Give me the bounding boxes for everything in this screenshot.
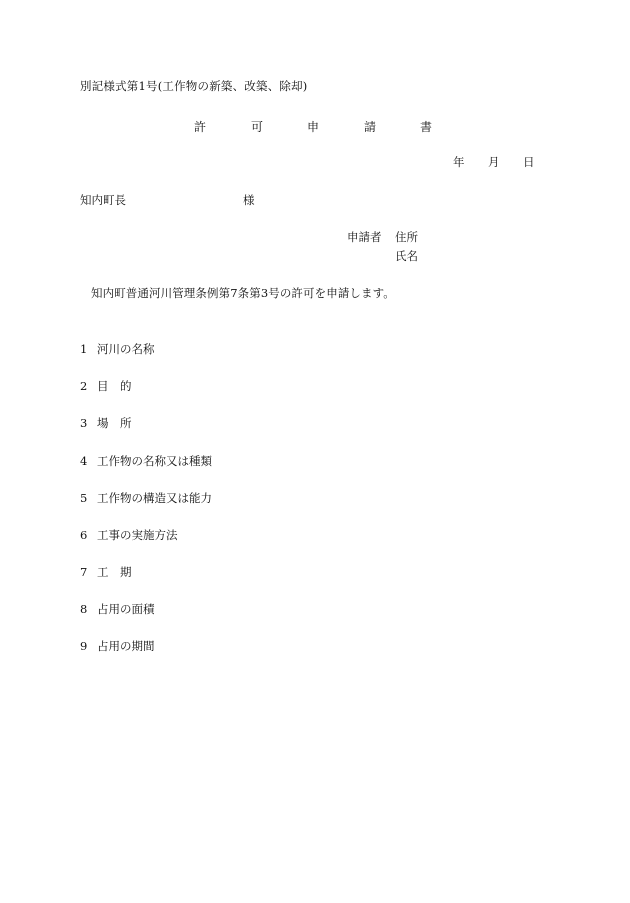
applicant-name-label: 氏名 — [395, 249, 418, 263]
item-label: 工 期 — [97, 565, 132, 579]
title-char: 申 — [307, 120, 320, 134]
item-label: 占用の面積 — [97, 602, 155, 616]
item-label: 工事の実施方法 — [97, 528, 178, 542]
item-number: 5 — [80, 491, 88, 505]
item-number: 6 — [80, 528, 88, 542]
title-char: 可 — [251, 120, 264, 134]
item-label: 河川の名称 — [97, 342, 155, 356]
date-month-label: 月 — [488, 155, 500, 169]
form-label: 別記様式第1号(工作物の新築、改築、除却) — [80, 79, 308, 93]
item-number: 9 — [80, 639, 88, 653]
applicant-address-label: 住所 — [395, 230, 418, 244]
addressee-honorific: 様 — [243, 193, 255, 207]
item-number: 7 — [80, 565, 88, 579]
addressee-name: 知内町長 — [80, 193, 126, 207]
title-char: 許 — [194, 120, 207, 134]
item-label: 工作物の名称又は種類 — [97, 454, 212, 468]
item-label: 工作物の構造又は能力 — [97, 491, 212, 505]
date-day-label: 日 — [523, 155, 535, 169]
item-label: 場 所 — [97, 416, 132, 430]
date-year-label: 年 — [453, 155, 465, 169]
item-label: 占用の期間 — [97, 639, 155, 653]
applicant-label: 申請者 — [347, 230, 382, 244]
item-number: 2 — [80, 379, 88, 393]
item-number: 8 — [80, 602, 88, 616]
item-number: 1 — [80, 342, 88, 356]
item-number: 4 — [80, 454, 88, 468]
item-number: 3 — [80, 416, 88, 430]
title-char: 書 — [420, 120, 433, 134]
application-statement: 知内町普通河川管理条例第7条第3号の許可を申請します。 — [91, 286, 395, 300]
item-label: 目 的 — [97, 379, 132, 393]
title-char: 請 — [364, 120, 377, 134]
